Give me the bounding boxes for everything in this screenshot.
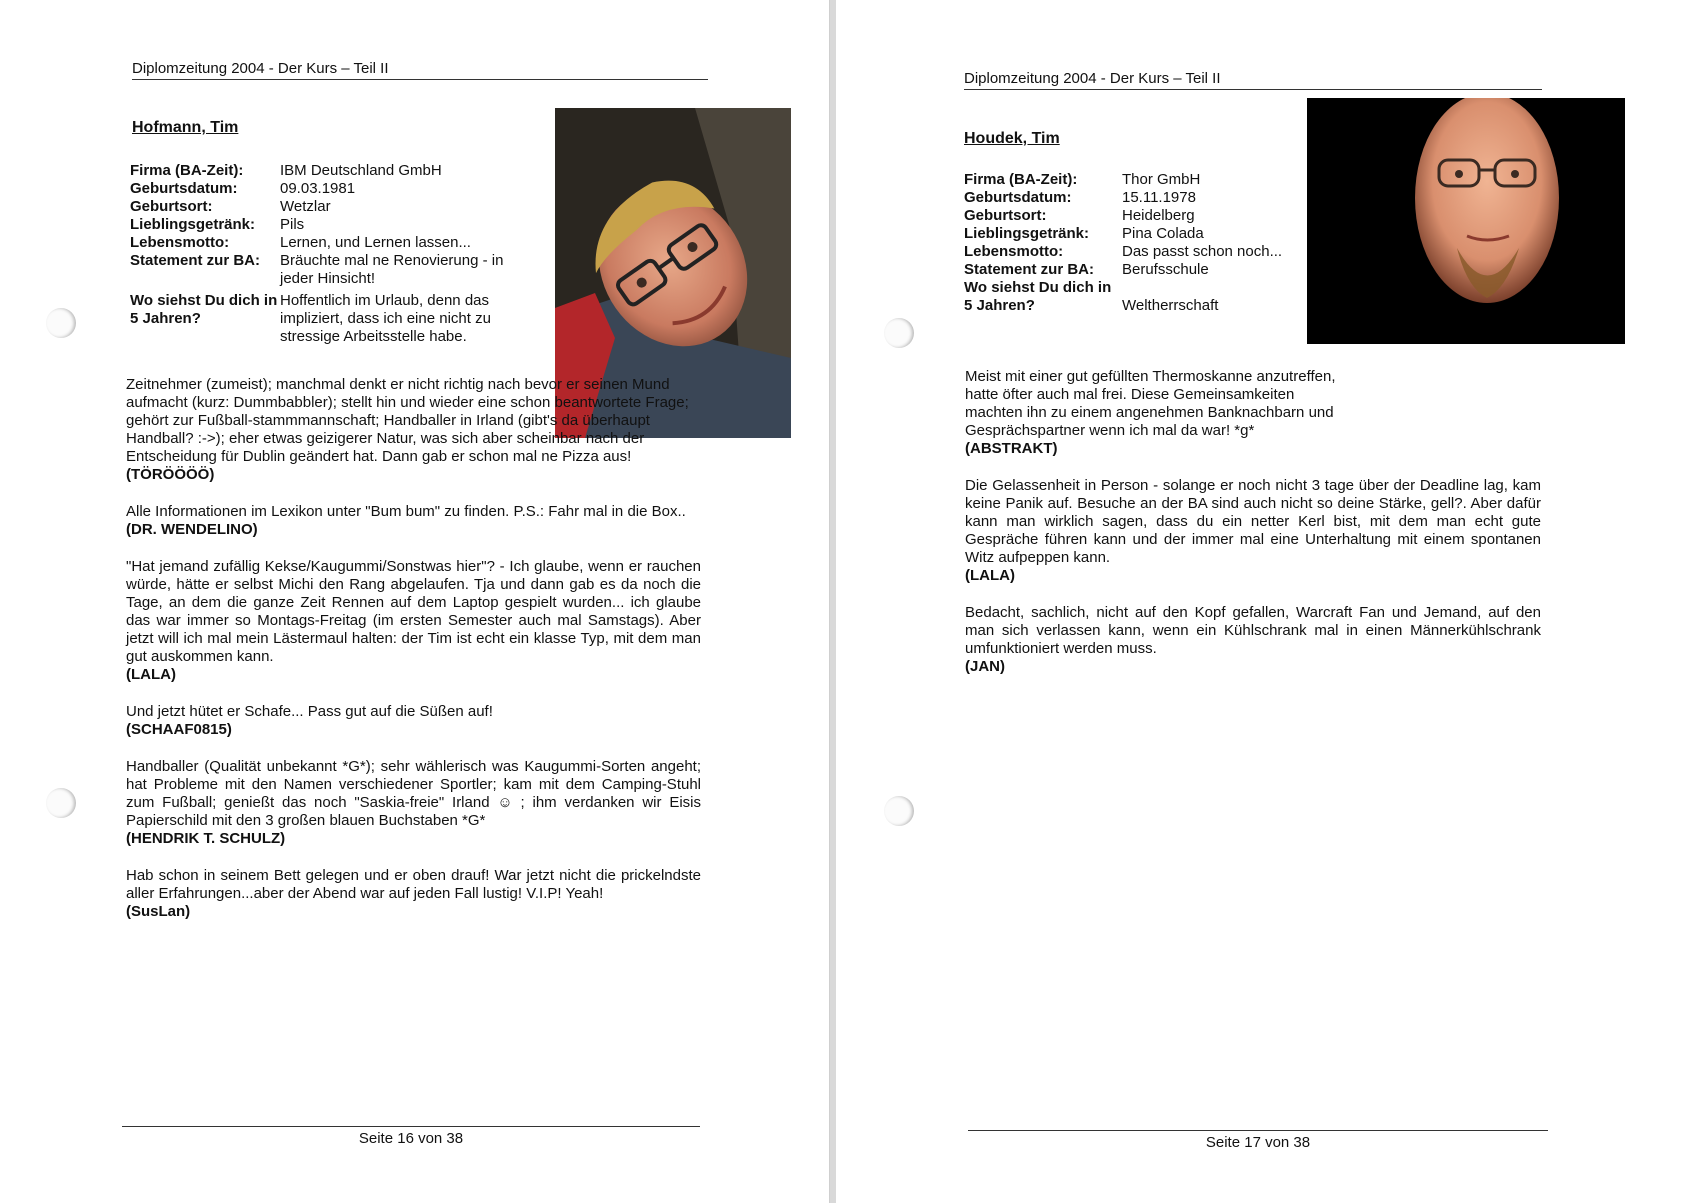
comment-entry [126, 503, 701, 539]
comment-text: Und jetzt hütet er Schafe... Pass gut auf die Süßen auf! [126, 703, 493, 720]
fact-value: Hoffentlich im Urlaub, denn das impliziert, dass ich eine nicht zu stressige Arbeitsstelle habe. [280, 292, 491, 345]
fact-row [964, 189, 1304, 207]
fact-label: Geburtsort: [130, 198, 213, 215]
comment-text: Alle Informationen im Lexikon unter "Bum bum" zu finden. P.S.: Fahr mal in die Box.. [126, 503, 686, 520]
fact-value: Heidelberg [1122, 207, 1195, 224]
fact-label: Statement zur BA: [130, 252, 261, 269]
comment-text: Hab schon in seinem Bett gelegen und er oben drauf! War jetzt nicht die prickelndste aller Erfahrungen...aber der Abend war auf jeden Fall lustig! V.I.P! Yeah! [126, 867, 701, 902]
facts-table [964, 171, 1304, 315]
fact-row [130, 292, 525, 346]
comment-entry [965, 477, 1541, 585]
left-page [0, 0, 830, 1203]
fact-value: Pina Colada [1122, 225, 1204, 242]
comments-section [126, 376, 701, 940]
fact-label: Lieblingsgetränk: [964, 225, 1090, 242]
comment-entry [965, 604, 1541, 676]
comment-text: Handballer (Qualität unbekannt *G*); sehr wählerisch was Kaugummi-Sorten angeht; hat Probleme mit den Namen verschiedener Sportler; kam mit dem Camping-Stuhl zum Fußball; genießt das noch "Saskia-freie" Irland ☺ ; ihm verdanken wir Eisis Papierschild mit den 3 großen blauen Buchstaben *G* [126, 758, 701, 829]
fact-label: Geburtsdatum: [130, 180, 238, 197]
fact-value: Wetzlar [280, 198, 331, 215]
comments-section [965, 368, 1541, 695]
fact-label: Lebensmotto: [130, 234, 230, 251]
person-name: Hofmann, Tim [132, 119, 239, 136]
fact-value: Weltherrschaft [1122, 297, 1219, 314]
fact-value: Lernen, und Lernen lassen... [280, 234, 471, 251]
comment-entry [965, 368, 1541, 458]
comment-signature: (JAN) [965, 658, 1005, 675]
fact-value: Bräuchte mal ne Renovierung - in jeder Hinsicht! [280, 252, 504, 287]
punch-hole [46, 788, 76, 818]
comment-entry [126, 558, 701, 684]
comment-entry [126, 867, 701, 921]
fact-label: Lebensmotto: [964, 243, 1064, 260]
comment-signature: (LALA) [965, 567, 1015, 584]
fact-row [130, 216, 525, 234]
fact-label: Firma (BA-Zeit): [130, 162, 244, 179]
fact-row [964, 243, 1304, 261]
comment-signature: (DR. WENDELINO) [126, 521, 258, 538]
fact-label: Firma (BA-Zeit): [964, 171, 1078, 188]
fact-row [964, 207, 1304, 225]
comment-signature: (SCHAAF0815) [126, 721, 232, 738]
comment-entry [126, 376, 701, 484]
facts-table [130, 162, 525, 346]
fact-row [964, 279, 1304, 315]
fact-row [964, 225, 1304, 243]
page-footer: Seite 17 von 38 [968, 1130, 1548, 1151]
fact-value: Berufsschule [1122, 261, 1209, 278]
fact-row [964, 261, 1304, 279]
comment-text: Meist mit einer gut gefüllten Thermoskanne anzutreffen, hatte öfter auch mal frei. Diese Gemeinsamkeiten machten ihn zu einem angenehmen Banknachbarn und Gesprächspartner wenn ich mal da war! *g* [965, 368, 1336, 439]
fact-label: Statement zur BA: [964, 261, 1095, 278]
comment-text: Die Gelassenheit in Person - solange er noch nicht 3 tage über der Deadline lag, kam keine Panik auf. Besuche an der BA sind auch nicht so deine Stärke, gell?. Aber dafür kann man wirklich sagen, dass du ein netter Kerl bist, mit dem man echt gute Gespräche führen kann und der immer mal eine Unterhaltung mit einem spontanen Witz aufpeppen kann. [965, 477, 1541, 566]
fact-row [130, 162, 525, 180]
person-name: Houdek, Tim [964, 130, 1060, 147]
right-page [836, 0, 1696, 1203]
comment-text: Bedacht, sachlich, nicht auf den Kopf gefallen, Warcraft Fan und Jemand, auf den man sich verlassen kann, wenn ein Kühlschrank mal in einen Männerkühlschrank umfunktioniert werden muss. [965, 604, 1541, 657]
fact-row [130, 180, 525, 198]
page-footer: Seite 16 von 38 [122, 1126, 700, 1147]
photo-illustration [1307, 98, 1625, 344]
fact-row [130, 252, 525, 292]
fact-label: Wo siehst Du dich in 5 Jahren? [130, 292, 278, 327]
fact-value: 15.11.1978 [1122, 189, 1196, 206]
page-header: Diplomzeitung 2004 - Der Kurs – Teil II [132, 60, 708, 80]
fact-label: Geburtsdatum: [964, 189, 1072, 206]
punch-hole [884, 796, 914, 826]
comment-entry [126, 758, 701, 848]
fact-row [130, 234, 525, 252]
fact-row [130, 198, 525, 216]
comment-signature: (SusLan) [126, 903, 191, 920]
comment-text: Zeitnehmer (zumeist); manchmal denkt er nicht richtig nach bevor er seinen Mund aufmacht (kurz: Dummbabbler); stellt hin und wieder eine schon beantwortete Frage; gehört zur Fußball-stammmannschaft; Handballer in Irland (gibt's da überhaupt Handball? :->); eher etwas geizigerer Natur, was sich aber scheinbar nach der Entscheidung für Dublin geändert hat. Dann gab er schon mal ne Pizza aus! [126, 376, 689, 465]
fact-value: IBM Deutschland GmbH [280, 162, 442, 179]
comment-signature: (HENDRIK T. SCHULZ) [126, 830, 286, 847]
punch-hole [884, 318, 914, 348]
page-header: Diplomzeitung 2004 - Der Kurs – Teil II [964, 70, 1542, 90]
comment-text: "Hat jemand zufällig Kekse/Kaugummi/Sonstwas hier"? - Ich glaube, wenn er rauchen würde, hätte er selbst Michi den Rang abgelaufen. Tja und dann gab es da noch die Tage, an dem die ganze Zeit Rennen auf dem Laptop gespielt wurden... ich glaube das war immer so Montags-Freitag (im ersten Semester auch mal Samstags). Aber jetzt will ich mal mein Lästermaul halten: der Tim ist echt ein klasse Typ, mit dem man gut auskommen kann. [126, 558, 701, 665]
person-photo [1307, 98, 1625, 344]
fact-value: Pils [280, 216, 305, 233]
fact-value: Thor GmbH [1122, 171, 1201, 188]
fact-label: Geburtsort: [964, 207, 1047, 224]
fact-label: Wo siehst Du dich in 5 Jahren? [964, 279, 1112, 314]
comment-signature: (TÖRÖÖÖÖ) [126, 466, 215, 483]
fact-value: Das passt schon noch... [1122, 243, 1283, 260]
fact-label: Lieblingsgetränk: [130, 216, 256, 233]
comment-signature: (LALA) [126, 666, 176, 683]
punch-hole [46, 308, 76, 338]
fact-row [964, 171, 1304, 189]
comment-entry [126, 703, 701, 739]
comment-signature: (ABSTRAKT) [965, 440, 1058, 457]
fact-value: 09.03.1981 [280, 180, 356, 197]
